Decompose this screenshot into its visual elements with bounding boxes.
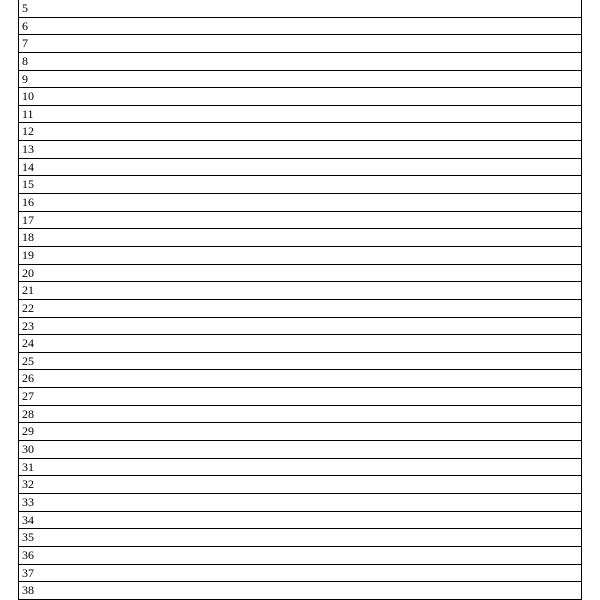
- numbered-line-row: [19, 212, 581, 230]
- line-number: 15: [22, 177, 34, 192]
- line-number: 35: [22, 530, 34, 545]
- line-number: 29: [22, 424, 34, 439]
- line-number: 20: [22, 265, 34, 280]
- numbered-line-row: [19, 423, 581, 441]
- line-number: 11: [22, 106, 34, 121]
- numbered-line-row: [19, 88, 581, 106]
- line-number: 25: [22, 353, 34, 368]
- line-number: 9: [22, 71, 28, 86]
- numbered-line-row: [19, 247, 581, 265]
- numbered-line-row: [19, 318, 581, 336]
- numbered-line-row: [19, 476, 581, 494]
- numbered-line-list: [18, 0, 582, 600]
- numbered-line-row: [19, 406, 581, 424]
- line-number: 26: [22, 371, 34, 386]
- numbered-line-row: [19, 0, 581, 18]
- numbered-line-row: [19, 194, 581, 212]
- line-number: 33: [22, 494, 34, 509]
- line-number: 5: [22, 1, 28, 15]
- line-number: 7: [22, 36, 28, 51]
- numbered-line-row: [19, 512, 581, 530]
- line-number: 27: [22, 389, 34, 404]
- numbered-line-row: [19, 441, 581, 459]
- numbered-line-row: [19, 370, 581, 388]
- line-number: 37: [22, 565, 34, 580]
- line-number: 14: [22, 159, 34, 174]
- line-number: 18: [22, 230, 34, 245]
- line-number: 8: [22, 53, 28, 68]
- numbered-line-row: [19, 53, 581, 71]
- line-number: 24: [22, 336, 34, 351]
- numbered-line-row: [19, 547, 581, 565]
- numbered-line-row: [19, 282, 581, 300]
- numbered-line-row: [19, 106, 581, 124]
- line-number: 16: [22, 195, 34, 210]
- numbered-line-row: [19, 229, 581, 247]
- line-number: 36: [22, 547, 34, 562]
- numbered-line-row: [19, 300, 581, 318]
- line-number: 10: [22, 89, 34, 104]
- numbered-line-row: [19, 159, 581, 177]
- numbered-line-row: [19, 459, 581, 477]
- numbered-line-row: [19, 335, 581, 353]
- numbered-line-row: [19, 529, 581, 547]
- numbered-line-row: [19, 35, 581, 53]
- line-number: 38: [22, 583, 34, 598]
- line-number: 13: [22, 142, 34, 157]
- line-number: 28: [22, 406, 34, 421]
- line-number: 23: [22, 318, 34, 333]
- numbered-line-row: [19, 582, 581, 600]
- numbered-line-row: [19, 353, 581, 371]
- numbered-line-row: [19, 176, 581, 194]
- numbered-line-row: [19, 123, 581, 141]
- line-number: 22: [22, 300, 34, 315]
- line-number: 19: [22, 247, 34, 262]
- numbered-line-row: [19, 71, 581, 89]
- numbered-line-row: [19, 265, 581, 283]
- line-number: 30: [22, 442, 34, 457]
- numbered-line-row: [19, 18, 581, 36]
- numbered-line-row: [19, 565, 581, 583]
- line-number: 34: [22, 512, 34, 527]
- line-number: 6: [22, 18, 28, 33]
- line-number: 31: [22, 459, 34, 474]
- line-number: 12: [22, 124, 34, 139]
- numbered-line-row: [19, 388, 581, 406]
- line-number: 17: [22, 212, 34, 227]
- numbered-line-row: [19, 141, 581, 159]
- numbered-line-row: [19, 494, 581, 512]
- line-number: 32: [22, 477, 34, 492]
- line-number: 21: [22, 283, 34, 298]
